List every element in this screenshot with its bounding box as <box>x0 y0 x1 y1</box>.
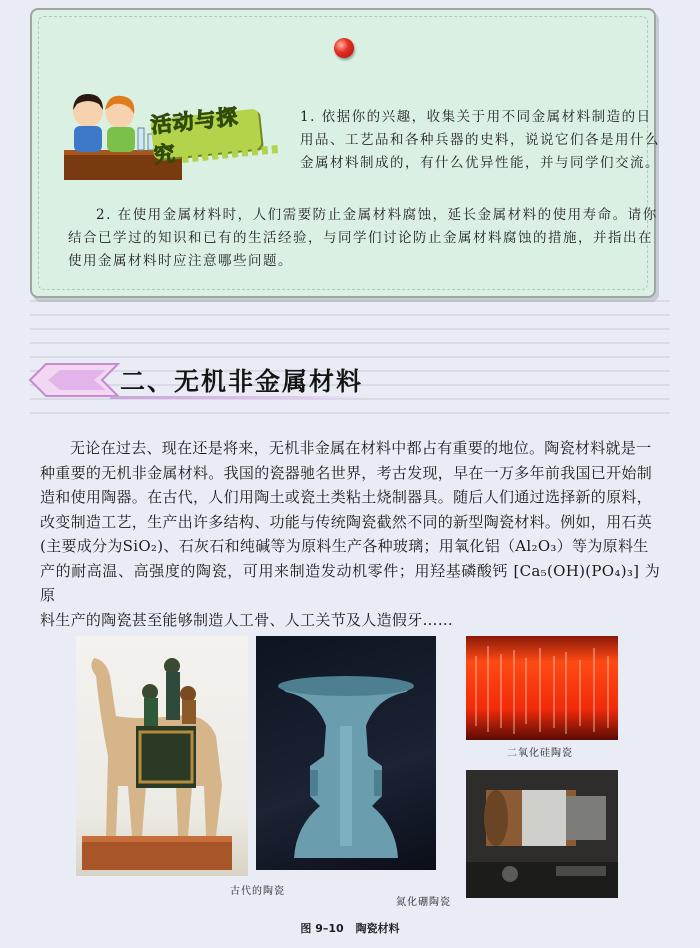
caption-boron-nitride-ceramics: 氮化硼陶瓷 <box>396 897 451 908</box>
figure-caption <box>0 920 700 936</box>
activity-item-2 <box>68 204 658 273</box>
body-line: 产的耐高温、高强度的陶瓷，可用来制造发动机零件；用羟基磷酸钙 [Ca₅(OH)(PO₄)₃] 为原 <box>40 561 660 604</box>
ancient-camel-figurine-photo <box>76 636 248 876</box>
silicon-dioxide-ceramic-photo <box>466 636 618 740</box>
figure-number: 图 9–10 <box>300 922 344 935</box>
body-line: (主要成分为SiO₂)、石灰石和纯碱等为原料生产各种玻璃；用氧化铝（Al₂O₃）等为原料生 <box>40 537 649 555</box>
body-line: 种重要的无机非金属材料。我国的瓷器驰名世界，考古发现，早在一万多年前我国已开始制 <box>40 463 653 482</box>
body-line: 改变制造工艺，生产出许多结构、功能与传统陶瓷截然不同的新型陶瓷材料。例如，用石英 <box>40 512 653 531</box>
activity-box <box>30 8 660 298</box>
boron-nitride-ceramic-photo <box>466 770 618 898</box>
heading-arrow-icon <box>28 360 128 400</box>
figure-title: 陶瓷材料 <box>355 922 400 935</box>
activity-item-1: 1. 依据你的兴趣，收集关于用不同金属材料制造的日用品、工艺品和各种兵器的史料，说说它们各是用什么金属材料制成的，有什么优异性能，并与同学们交流。 <box>300 108 660 171</box>
caption-silicon-dioxide-ceramics: 二氧化硅陶瓷 <box>507 748 573 759</box>
celadon-vase-photo <box>256 636 436 870</box>
body-line: 造和使用陶器。在古代，人们用陶土或瓷土类粘土烧制器具。随后人们通过选择新的原料， <box>40 488 653 506</box>
body-paragraph <box>40 436 660 632</box>
caption-ancient-ceramics: 古代的陶瓷 <box>230 886 285 897</box>
red-pin-icon <box>334 38 354 58</box>
body-line: 无论在过去、现在还是将来，无机非金属在材料中都占有重要的地位。陶瓷材料就是一 <box>70 439 652 457</box>
body-line: 料生产的陶瓷甚至能够制造人工骨、人工关节及人造假牙…… <box>40 610 454 629</box>
heading-underline <box>110 396 370 399</box>
section-heading: 二、无机非金属材料 <box>120 367 364 396</box>
activity-item-2-text: 2. 在使用金属材料时，人们需要防止金属材料腐蚀，延长金属材料的使用寿命。请你结合已学过的知识和已有的生活经验，与同学们讨论防止金属材料腐蚀的措施，并指出在使用金属材料时应注意哪些问题。 <box>68 206 658 269</box>
activity-title: 活动与探究 <box>149 104 240 168</box>
